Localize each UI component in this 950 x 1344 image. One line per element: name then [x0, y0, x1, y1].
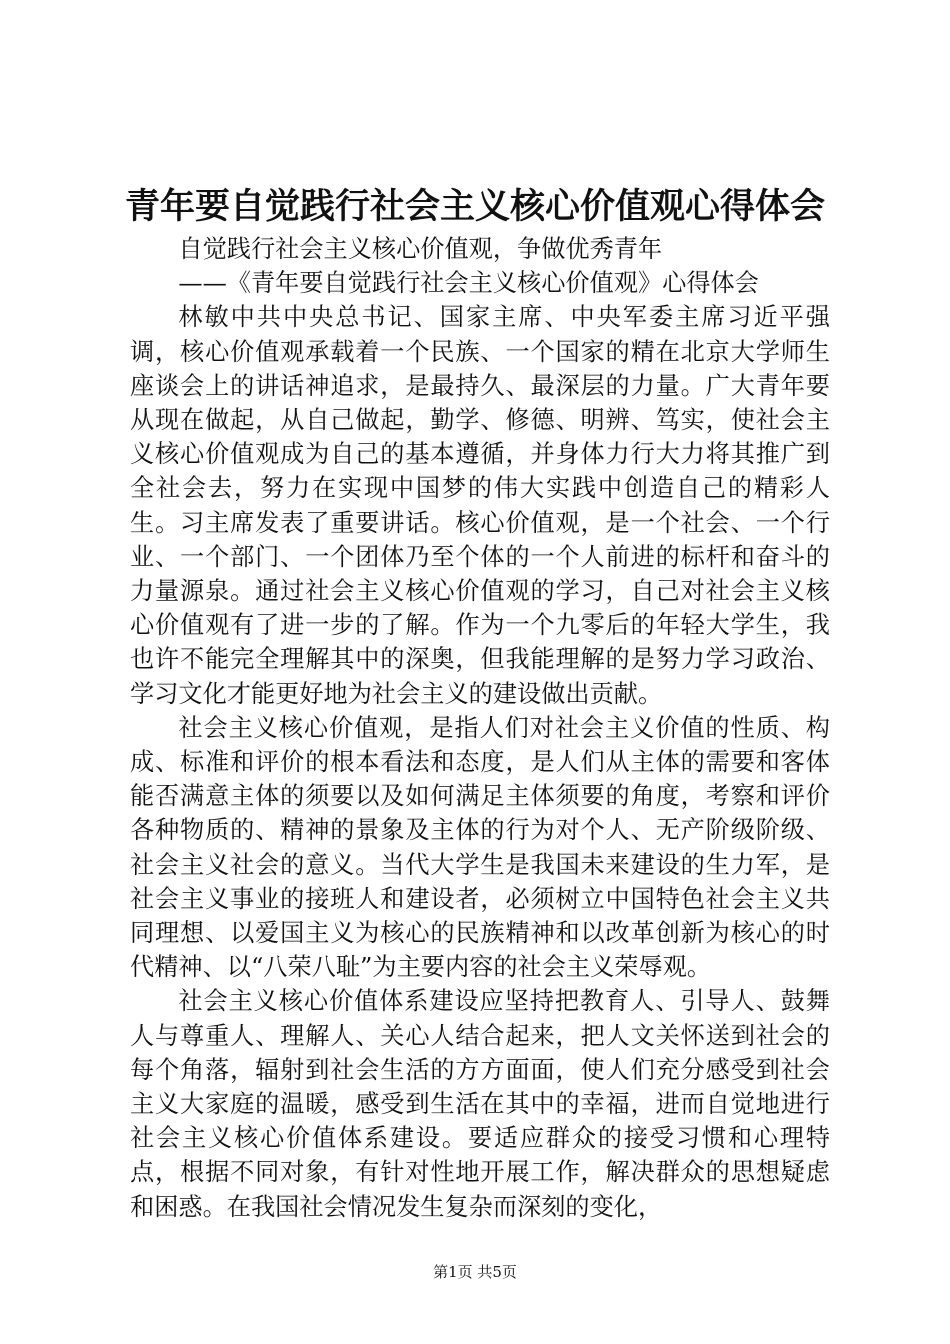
- subtitle-line-1: 自觉践行社会主义核心价值观，争做优秀青年: [178, 235, 663, 263]
- subtitle-line-2: ——《青年要自觉践行社会主义核心价值观》心得体会: [178, 269, 759, 298]
- body-paragraph: 社会主义核心价值观，是指人们对社会主义价值的性质、构成、标准和评价的根本看法和态度，是人们从主体的需要和客体能否满意主体的须要以及如何满足主体须要的角度，考察和评价各种物质的、精神的景象及主体的行为对个人、无产阶级阶级、社会主义社会的意义。当代大学生是我国未来建设的生力军，是社会主义事业的接班人和建设者，必须树立中国特色社会主义共同理想、以爱国主义为核心的民族精神和以改革创新为核心的时代精神、以“八荣八耻”为主要内容的社会主义荣辱观。: [130, 713, 830, 982]
- document-body: [130, 232, 830, 1224]
- body-paragraph: 林敏中共中央总书记、国家主席、中央军委主席习近平强调，核心价值观承载着一个民族、一个国家的精在北京大学师生座谈会上的讲话神追求，是最持久、最深层的力量。广大青年要从现在做起，从自己做起，勤学、修德、明辨、笃实，使社会主义核心价值观成为自己的基本遵循，并身体力行大力将其推广到全社会去，努力在实现中国梦的伟大实践中创造自己的精彩人生。习主席发表了重要讲话。核心价值观，是一个社会、一个行业、一个部门、一个团体乃至个体的一个人前进的标杆和奋斗的力量源泉。通过社会主义核心价值观的学习，自己对社会主义核心价值观有了进一步的了解。作为一个九零后的年轻大学生，我也许不能完全理解其中的深奥，但我能理解的是努力学习政治、学习文化才能更好地为社会主义的建设做出贡献。: [130, 303, 830, 708]
- body-paragraph: 社会主义核心价值体系建设应坚持把教育人、引导人、鼓舞人与尊重人、理解人、关心人结合起来，把人文关怀送到社会的每个角落，辐射到社会生活的方方面面，使人们充分感受到社会主义大家庭的温暖，感受到生活在其中的幸福，进而自觉地进行社会主义核心价值体系建设。要适应群众的接受习惯和心理特点，根据不同对象，有针对性地开展工作，解决群众的思想疑虑和困惑。在我国社会情况发生复杂而深刻的变化，: [130, 987, 830, 1221]
- page-number-footer: 第1页 共5页: [433, 1263, 517, 1281]
- document-title: 青年要自觉践行社会主义核心价值观心得体会: [124, 186, 825, 227]
